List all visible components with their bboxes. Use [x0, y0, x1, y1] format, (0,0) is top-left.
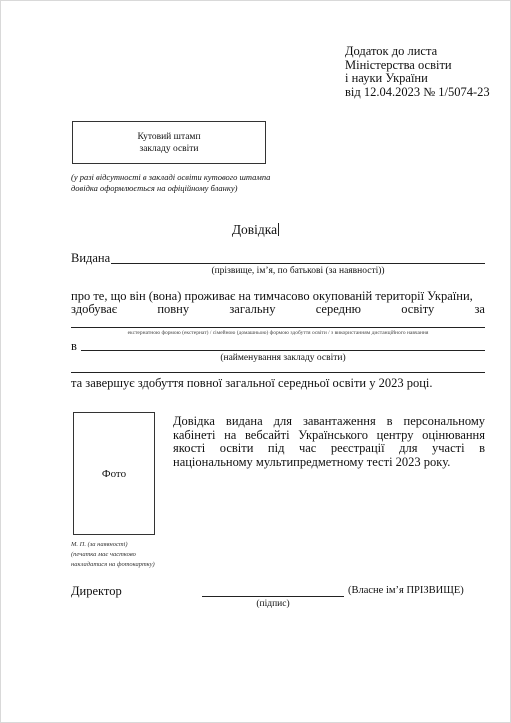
issued-label: Видана	[71, 251, 111, 265]
completion-text: та завершує здобуття повної загальної середньої освіти у 2023 році.	[71, 376, 433, 390]
document-title	[1, 222, 510, 238]
body-word-3: загальну	[229, 302, 276, 316]
stamp-line-2: закладу освіти	[139, 143, 199, 154]
corner-stamp-box	[72, 121, 266, 164]
body-word-2: повну	[157, 302, 190, 316]
seal-note	[71, 540, 155, 570]
in-label: в	[71, 339, 77, 353]
education-form-line	[71, 327, 485, 328]
photo-label: Фото	[101, 467, 127, 480]
appendix-line-1: Додаток до листа	[345, 44, 438, 58]
seal-note-line-1: М. П. (за наявності)	[71, 541, 128, 548]
appendix-line-2: Міністерства освіти	[345, 57, 452, 72]
body-line-1: про те, що він (вона) проживає на тимчасово окупованій території України,	[71, 289, 473, 303]
text-cursor	[278, 223, 279, 236]
seal-note-line-3: накладатися на фотокартку)	[71, 561, 155, 568]
appendix-line-3: і науки України	[345, 71, 428, 85]
purpose-paragraph: Довідка видана для завантаження в персональному кабінеті на вебсайті Українського центру оцінювання якості освіти під час реєстрації для участі в національному мультипредметному тесті 2023 року.	[173, 414, 485, 469]
director-name: (Власне ім’я ПРІЗВИЩЕ)	[348, 585, 464, 596]
body-word-4: середню	[315, 302, 361, 316]
education-form-caption: екстернатною формою (екстернат) / сімейною (домашньою) формою здобуття освіти / з використанням дистанційного навчання	[127, 330, 429, 336]
signature-caption: (підпис)	[256, 599, 290, 609]
signature-line	[202, 596, 344, 597]
stamp-note: (у разі відсутності в закладі освіти кутового штампа довідка оформлюється на офіційному бланку)	[71, 172, 271, 193]
appendix-line-4: від 12.04.2023 № 1/5074-23	[345, 84, 490, 99]
body-line-2	[71, 302, 485, 317]
issued-caption: (прізвище, ім’я, по батькові (за наявності))	[211, 266, 385, 276]
director-label: Директор	[71, 584, 122, 598]
stamp-line-1: Кутовий штамп	[137, 131, 201, 142]
document-title-text: Довідка	[231, 222, 278, 237]
issued-name-line	[111, 263, 485, 264]
body-word-5: освіту	[401, 302, 435, 316]
body-word-1: здобуває	[71, 302, 118, 316]
institution-caption: (найменування закладу освіти)	[220, 353, 346, 363]
appendix-note	[345, 45, 490, 99]
institution-line	[81, 350, 485, 351]
photo-box	[73, 412, 155, 535]
seal-note-line-2: (печатка має частково	[71, 551, 136, 558]
body-word-6: за	[474, 302, 485, 316]
institution-line-2	[71, 372, 485, 373]
